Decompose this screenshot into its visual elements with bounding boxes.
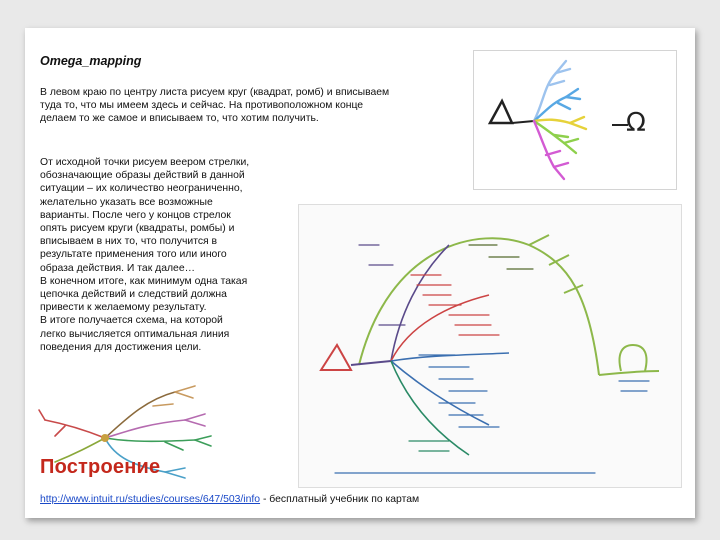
course-link[interactable]: http://www.intuit.ru/studies/courses/647/503/info: [40, 494, 261, 505]
slide: [25, 28, 695, 518]
footer-text: - бесплатный учебник по картам: [260, 494, 420, 505]
svg-text:Ω: Ω: [626, 108, 646, 138]
hand-drawn-map-photo: [298, 204, 682, 488]
slide-title: Omega_mapping: [40, 54, 142, 68]
intro-paragraph: В левом краю по центру листа рисуем круг (квадрат, ромб) и вписываем туда то, что мы имеем здесь и сейчас. На противоположном конце делаем то же самое и вписываем то, что хотим получить.: [40, 87, 390, 125]
method-paragraph: От исходной точки рисуем веером стрелки, обозначающие образы действий в данной ситуации – их количество неограниченно, желательно указать все возможные варианты. После чего у концов стрелок опять рисуем круги (квадраты, ромбы) и вписываем в них то, что получится в результате применения того или иного образа действия. И так далее… В конечном итоге, как минимум одна такая цепочка действий и следствий должна привести к желаемому результату. В итоге получается схема, на которой легко вычисляется оптимальная линия поведения для достижения цели.: [40, 157, 250, 353]
section-heading: Построение: [40, 456, 161, 478]
footer-line: [40, 494, 419, 505]
omega-diagram-image: [473, 50, 677, 190]
